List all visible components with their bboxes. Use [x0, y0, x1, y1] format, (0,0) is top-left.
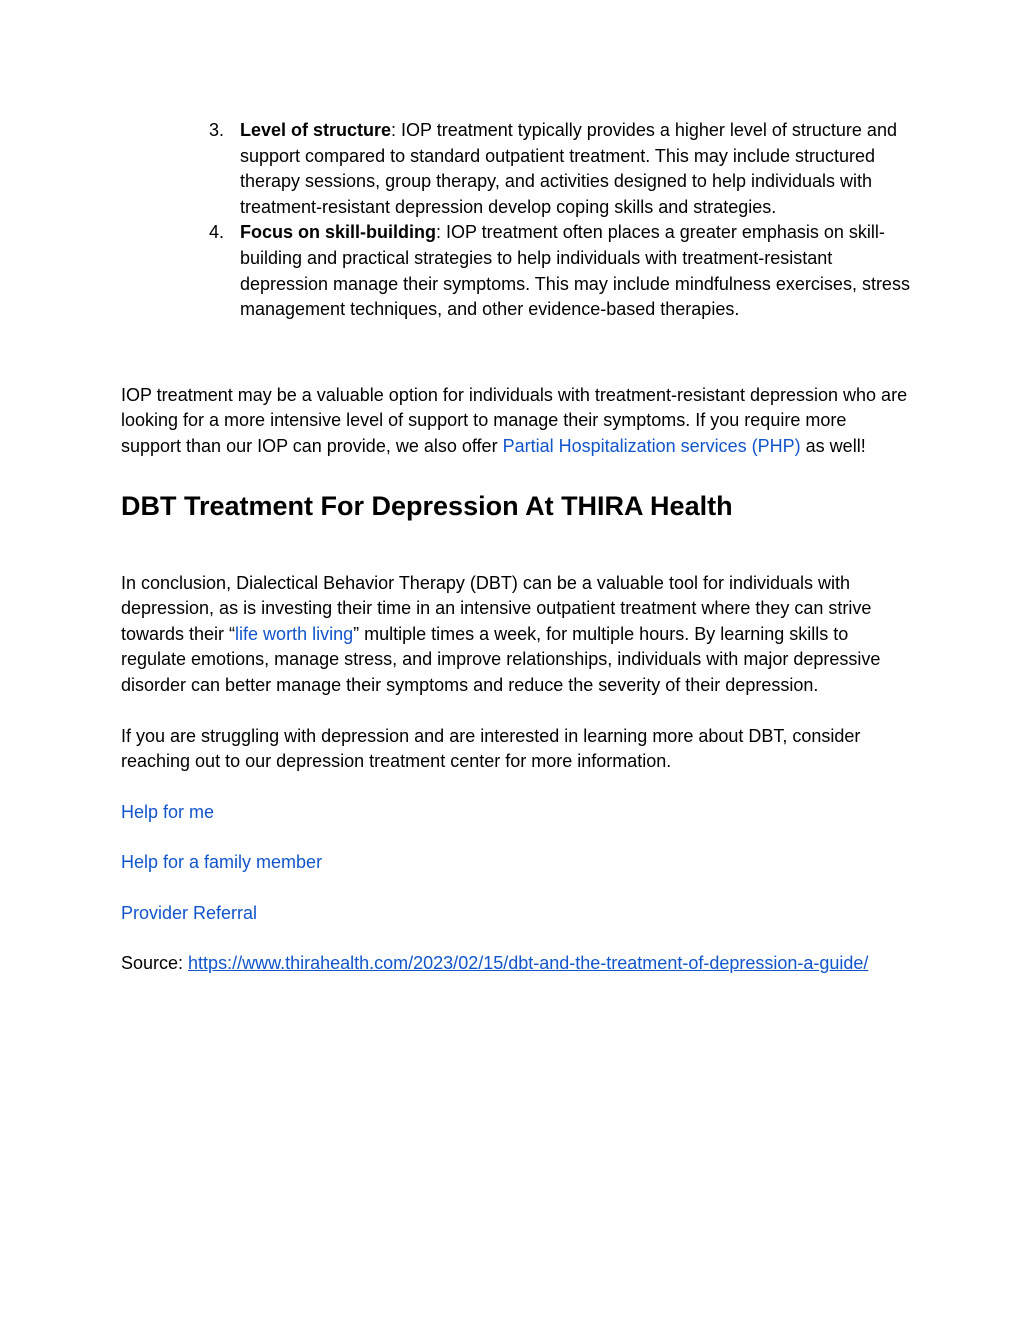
list-item — [209, 220, 911, 322]
list-number: 4. — [209, 222, 225, 243]
help-for-me-paragraph — [121, 800, 911, 826]
list-item-text: : IOP treatment typically provides a higher level of structure and support compared to standard outpatient treatment. This may include structured therapy sessions, group therapy, and activities designed to help individuals with treatment-resistant depression develop coping skills and strategies. — [240, 120, 897, 217]
list-item — [209, 118, 911, 220]
help-for-me-link[interactable]: Help for me — [121, 801, 215, 822]
iop-paragraph-tail: as well! — [800, 435, 866, 456]
list-number: 3. — [209, 120, 225, 140]
numbered-list — [121, 118, 911, 323]
source-paragraph — [121, 951, 911, 977]
conclusion-tail: ” multiple times a week, for multiple hours. By learning skills to regulate emotions, manage stress, and improve relationships, individuals with major depressive disorder can better manage their symptoms and reduce the severity of their depression. — [121, 623, 881, 695]
section-heading: DBT Treatment For Depression At THIRA Health — [121, 490, 733, 521]
iop-paragraph-text: IOP treatment may be a valuable option for individuals with treatment-resistant depression who are looking for a more intensive level of support to manage their symptoms. If you require more support than our IOP can provide, we also offer — [121, 384, 908, 456]
struggle-paragraph: If you are struggling with depression and are interested in learning more about DBT, consider reaching out to our depression treatment center for more information. — [121, 725, 861, 772]
list-item-title: Level of structure — [240, 120, 392, 140]
php-link[interactable]: Partial Hospitalization services (PHP) — [502, 435, 801, 456]
help-for-family-member-link[interactable]: Help for a family member — [121, 852, 323, 873]
iop-paragraph — [121, 383, 911, 460]
conclusion-paragraph — [121, 571, 911, 699]
life-worth-living-link[interactable]: life worth living — [235, 623, 354, 644]
conclusion-text: In conclusion, Dialectical Behavior Therapy (DBT) can be a valuable tool for individuals with depression, as is investing their time in an intensive outpatient treatment where they can strive towards their “ — [121, 572, 872, 644]
list-item-text: : IOP treatment often places a greater emphasis on skill-building and practical strategies to help individuals with treatment-resistant depression manage their symptoms. This may include mindfulness exercises, stress management techniques, and other evidence-based therapies. — [240, 222, 910, 320]
source-label: Source: — [121, 953, 189, 974]
provider-referral-link[interactable]: Provider Referral — [121, 902, 258, 923]
list-item-title: Focus on skill-building — [240, 222, 436, 243]
document-page — [121, 118, 911, 977]
source-url-link[interactable]: https://www.thirahealth.com/2023/02/15/dbt-and-the-treatment-of-depression-a-guide/ — [188, 953, 869, 974]
provider-referral-paragraph — [121, 901, 911, 927]
help-family-paragraph — [121, 850, 911, 876]
